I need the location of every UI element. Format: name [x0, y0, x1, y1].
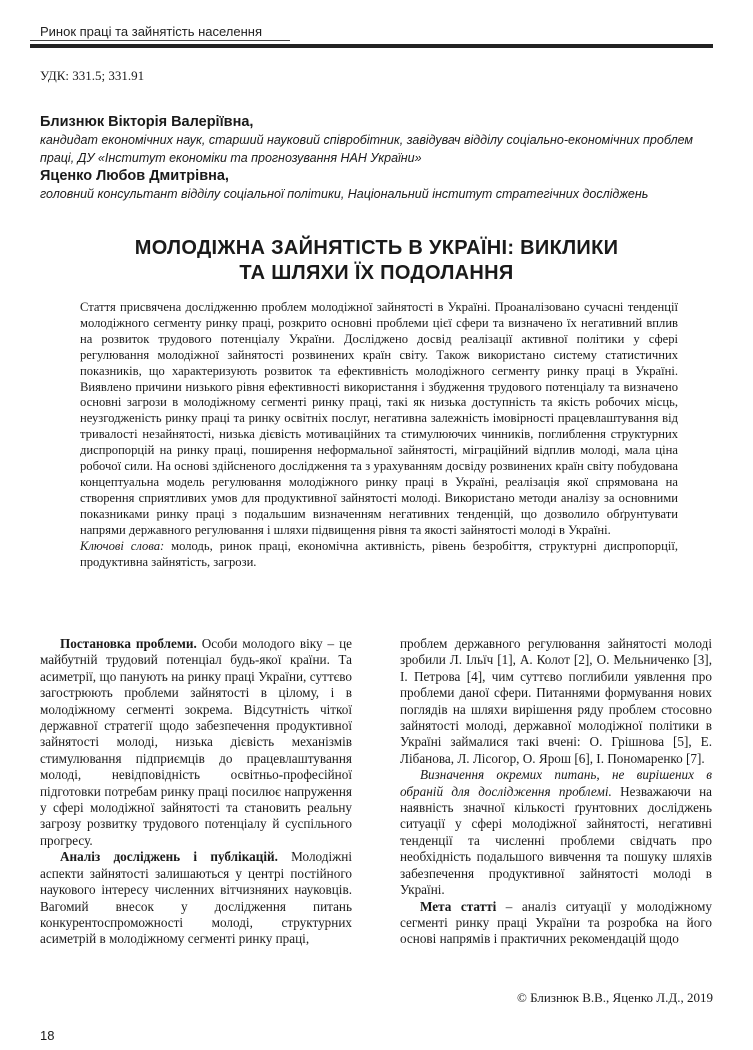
- author-1-affiliation: кандидат економічних наук, старший науковий співробітник, завідувач відділу соціально-економічних проблем праці, ДУ «Інститут економіки та прогнозування НАН України»: [40, 133, 694, 165]
- keywords-list: молодь, ринок праці, економічна активність, рівень безробіття, структурні диспропорції, продуктивна зайнятість, загрози.: [80, 538, 678, 569]
- keywords: [80, 539, 678, 571]
- article-title: [40, 236, 713, 286]
- running-header: Ринок праці та зайнятість населення: [40, 24, 263, 39]
- title-line-2: ТА ШЛЯХИ ЇХ ПОДОЛАННЯ: [239, 262, 514, 284]
- paragraph-text: – аналіз ситуації у молодіжному сегменті ринку праці України та розробка на його основі напрямів і практичних рекомендацій щодо: [400, 898, 712, 947]
- paragraph-text: Особи молодого віку – це майбутній трудовий потенціал будь-якої країни. Та асиметрії, що панують на ринку праці України, суттєво загострюють проблеми зайнятості в цілому, і в молодіжному сегменті зокрема. Відсутність чіткої державної стратегії щодо забезпечення продуктивної зайнятості молоді, низька дієвість механізмів стимулювання підприємців до працевлаштування молоді, невідповідність освітньо-професійної підготовки потребам ринку праці посилює напруження у сфері молодіжної зайнятості та становить реальну загрозу розвитку трудового потенціалу й суспільного прогресу.: [40, 636, 352, 848]
- abstract-text: Стаття присвячена дослідженню проблем молодіжної зайнятості в Україні. Проаналізовано сучасні тенденції молодіжного сегменту ринку праці, розкрито основні проблеми цієї сфери та визначено їх негативний вплив на розвиток трудового потенціалу України. Досліджено досвід реалізації активної політики у сфері регулювання молодіжної зайнятості розвинених країн світу. Також використано систему статистичних показників, що характеризують розвиток та ефективність молодіжного сегменту ринку праці в Україні. Виявлено причини низького рівня ефективності використання і збудження трудового потенціалу та визначено основні загрози в молодіжному сегменті ринку праці, такі як низька доступність та якість робочих місць, неузгодженість ринку праці та ринку освітніх послуг, негативна залежність імовірності працевлаштування від тривалості незайнятості, низька дієвість мотиваційних та стимулюючих чинників, поглиблення структурних диспропорцій на ринку праці, поширення неформальної зайнятості, міграційний відплив молоді, мала ціна робочої сили. На основі здійсненого дослідження та з урахуванням досвіду розвинених країн світу побудована концептуальна модель регулювання молодіжного ринку праці в Україні, реалізація якої спрямована на створення сприятливих умов для продуктивної зайнятості молоді. Використано методи аналізу за основними показниками ринку праці з подальшим визначенням негативних тенденцій, що дозволило обґрунтувати напрями державного регулювання і шляхи підвищення рівня та якості зайнятості молоді в Україні.: [80, 300, 678, 537]
- udk-code: УДК: 331.5; 331.91: [40, 68, 145, 83]
- paragraph-continued: [400, 636, 712, 767]
- header-rule-thin: [30, 40, 290, 41]
- author-2: [40, 167, 710, 203]
- keywords-label: Ключові слова:: [80, 538, 165, 553]
- author-2-name: Яценко Любов Дмитрівна,: [40, 168, 229, 184]
- paragraph-article-aim: [400, 899, 712, 948]
- author-1: [40, 113, 710, 167]
- body-column-left: [40, 636, 352, 948]
- page-number: 18: [40, 1028, 55, 1043]
- section-lead: Постановка проблеми.: [60, 636, 197, 651]
- paragraph-text: Молодіжні аспекти зайнятості залишаються у центрі постійного наукового інтересу численних вітчизняних науковців. Вагомий внесок у дослідження питань конкурентоспроможності молоді, структурних асиметрій в молодіжному сегменті ринку праці,: [40, 849, 352, 947]
- body-column-right: [400, 636, 712, 948]
- author-2-affiliation: головний консультант відділу соціальної політики, Національний інститут стратегічних досліджень: [40, 187, 649, 201]
- section-lead: Аналіз досліджень і публікацій.: [60, 849, 278, 865]
- header-rule: [30, 44, 713, 48]
- paragraph-text: Незважаючи на наявність значної кількості ґрунтовних досліджень ситуації у сфері молодіжної зайнятості, негативні тенденції та численні проблеми свідчать про необхідність подальшого вивчення та пошуку шляхів забезпечення продуктивної зайнятості молоді в Україні.: [400, 783, 712, 898]
- author-1-name: Близнюк Вікторія Валеріївна,: [40, 114, 254, 130]
- paragraph-problem-statement: [40, 636, 352, 849]
- authors-block: [40, 113, 710, 203]
- section-lead: Мета статті: [420, 898, 497, 914]
- paragraph-unsolved-issues: [400, 767, 712, 898]
- copyright-notice: © Близнюк В.В., Яценко Л.Д., 2019: [516, 990, 713, 1005]
- abstract: [80, 300, 678, 570]
- title-line-1: МОЛОДІЖНА ЗАЙНЯТІСТЬ В УКРАЇНІ: ВИКЛИКИ: [134, 237, 619, 259]
- paragraph-text: проблем державного регулювання зайнятості молоді зробили Л. Ільїч [1], А. Колот [2], О. Мельниченко [3], І. Петрова [4], чим суттєво поглибили уявлення про проблеми даної сфери. Питаннями формування нових поглядів на шляхи вирішення ряду проблем стосовно зайнятості молоді, державної молодіжної політики в Україні займалися такі вчені: О. Грішнова [5], Е. Лібанова, Л. Лісогор, О. Ярош [6], І. Пономаренко [7].: [400, 636, 712, 766]
- paragraph-literature-review: [40, 849, 352, 947]
- section-lead: Визначення окремих питань, не вирішених в обраній для дослідження проблемі.: [400, 767, 712, 799]
